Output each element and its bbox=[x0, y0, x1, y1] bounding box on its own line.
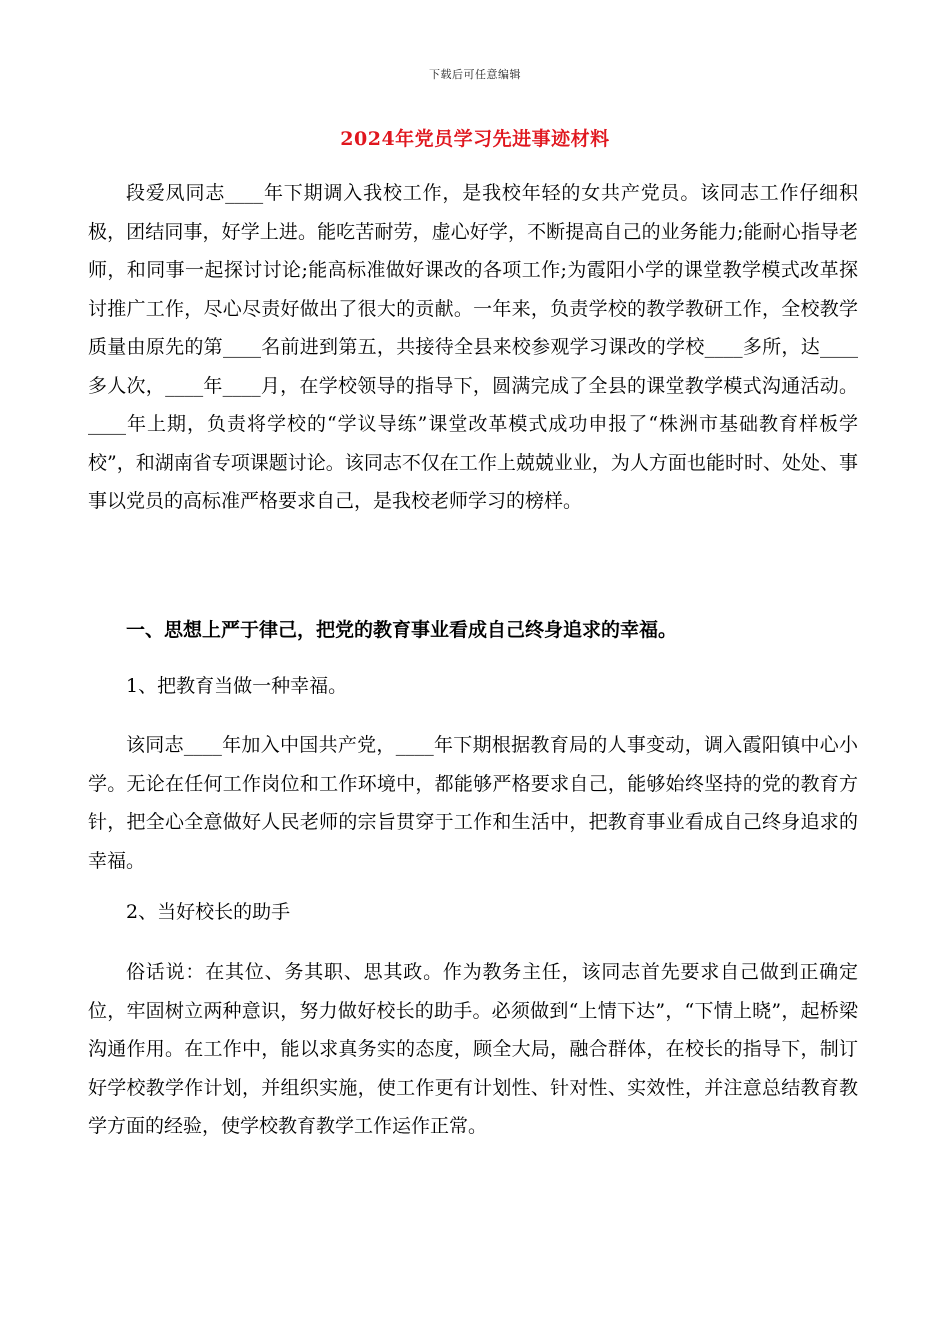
document-title: 2024年党员学习先进事迹材料 bbox=[340, 128, 610, 150]
subheading-1: 1、把教育当做一种幸福。 bbox=[126, 675, 348, 697]
subsection-2-paragraph: 俗话说：在其位、务其职、思其政。作为教务主任，该同志首先要求自己做到正确定位，牢固树立两种意识，努力做好校长的助手。必须做到“上情下达”，“下情上晓”，起桥梁沟通作用。在工作中，能以求真务实的态度，顾全大局，融合群体，在校长的指导下，制订好学校教学作计划，并组织实施，使工作更有计划性、针对性、实效性，并注意总结教育教学方面的经验，使学校教育教学工作运作正常。 bbox=[88, 961, 858, 1137]
intro-paragraph: 段爱凤同志____年下期调入我校工作，是我校年轻的女共产党员。该同志工作仔细积极，团结同事，好学上进。能吃苦耐劳，虚心好学，不断提高自己的业务能力;能耐心指导老师，和同事一起探讨讨论;能高标准做好课改的各项工作;为霞阳小学的课堂教学模式改革探讨推广工作，尽心尽责好做出了很大的贡献。一年来，负责学校的教学教研工作，全校教学质量由原先的第____名前进到第五，共接待全县来校参观学习课改的学校____多所，达____多人次，____年____月，在学校领导的指导下，圆满完成了全县的课堂教学模式沟通活动。____年上期，负责将学校的“学议导练”课堂改革模式成功申报了“株洲市基础教育样板学校”，和湖南省专项课题讨论。该同志不仅在工作上兢兢业业，为人方面也能时时、处处、事事以党员的高标准严格要求自己，是我校老师学习的榜样。 bbox=[88, 182, 858, 512]
section-heading-1: 一、思想上严于律己，把党的教育事业看成自己终身追求的幸福。 bbox=[126, 619, 678, 641]
header-note: 下载后可任意编辑 bbox=[429, 68, 521, 81]
subheading-2: 2、当好校长的助手 bbox=[126, 901, 291, 923]
subsection-1-paragraph: 该同志____年加入中国共产党，____年下期根据教育局的人事变动，调入霞阳镇中心小学。无论在任何工作岗位和工作环境中，都能够严格要求自己，能够始终坚持的党的教育方针，把全心全意做好人民老师的宗旨贯穿于工作和生活中，把教育事业看成自己终身追求的幸福。 bbox=[88, 734, 858, 872]
